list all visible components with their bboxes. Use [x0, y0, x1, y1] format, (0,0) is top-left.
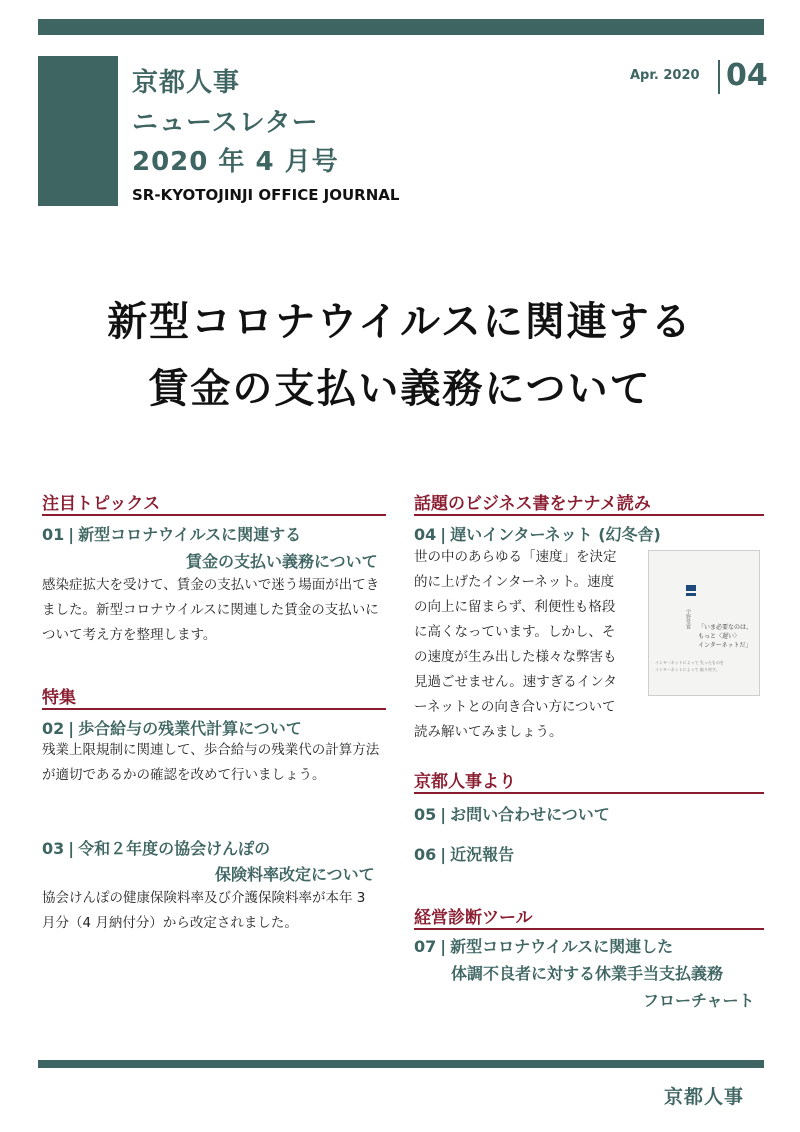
article-title: 遅いインターネット (幻冬舎): [450, 525, 661, 544]
body-line: ーネットとの向き合い方について: [414, 699, 616, 715]
article-title: 歩合給与の残業代計算について: [78, 719, 302, 738]
headline-line-2: 賃金の支払い義務について: [148, 366, 652, 412]
title-block: [38, 56, 118, 206]
section-rule: [414, 928, 764, 930]
footer-brand: 京都人事: [664, 1086, 745, 1108]
article-title: 令和２年度の協会けんぽの: [78, 839, 271, 858]
article-number: 03: [42, 839, 65, 858]
article-title: 近況報告: [450, 845, 515, 864]
section-heading-feature: 特集: [42, 688, 76, 708]
book-quote-line: インターネットだ」: [698, 642, 752, 649]
article-06-title[interactable]: 06 | 近況報告: [414, 845, 515, 864]
section-rule: [42, 708, 386, 710]
article-03-title-line-1[interactable]: 03 | 令和２年度の協会けんぽの: [42, 839, 271, 858]
title-line-2: ニュースレター: [132, 108, 319, 138]
book-small-line: インターネットによって 取り戻す。: [655, 667, 720, 672]
article-number: 05: [414, 805, 437, 824]
article-number: 02: [42, 719, 65, 738]
book-quote-line: もっと〈遅い〉: [698, 633, 741, 640]
article-number: 07: [414, 937, 437, 956]
section-heading-topics: 注目トピックス: [42, 494, 161, 514]
body-line: 読み解いてみましょう。: [414, 724, 563, 740]
article-number: 06: [414, 845, 437, 864]
book-author: 宇野常寛: [685, 609, 691, 629]
article-02-body: [42, 738, 392, 788]
body-line: 的に上げたインターネット。速度: [414, 574, 615, 590]
book-quote: [698, 623, 752, 650]
section-heading-diagnosis-tool: 経営診断ツール: [414, 908, 533, 928]
article-07-title-line-2[interactable]: 体調不良者に対する休業手当支払義務: [451, 964, 724, 983]
article-05-title[interactable]: 05 | お問い合わせについて: [414, 805, 610, 824]
book-cover-mark: [686, 585, 696, 591]
body-line: 感染症拡大を受けて、賃金の支払いで迷う場面が出てき: [42, 577, 380, 593]
article-number: 01: [42, 525, 65, 544]
article-number: 04: [414, 525, 437, 544]
top-bar: [38, 19, 764, 35]
book-cover-image: [648, 550, 760, 696]
article-03-title-line-2[interactable]: 保険料率改定について: [215, 865, 375, 884]
article-title: 新型コロナウイルスに関連する: [78, 525, 302, 544]
article-01-title-line-2[interactable]: 賃金の支払い義務について: [186, 552, 378, 571]
article-01-title-line-1[interactable]: 01 | 新型コロナウイルスに関連する: [42, 525, 302, 544]
title-line-3: 2020 年 4 月号: [132, 147, 339, 177]
section-rule: [414, 514, 764, 516]
section-heading-business-books: 話題のビジネス書をナナメ読み: [414, 494, 651, 514]
body-line: 協会けんぽの健康保険料率及び介護保険料率が本年 3: [42, 890, 366, 906]
section-rule: [42, 514, 386, 516]
article-01-body: [42, 573, 392, 648]
article-title: お問い合わせについて: [450, 805, 610, 824]
issue-divider: [718, 60, 720, 94]
bottom-bar: [38, 1060, 764, 1068]
section-rule: [414, 792, 764, 794]
body-line: 残業上限規制に関連して、歩合給与の残業代の計算方法: [42, 742, 380, 758]
headline-line-1: 新型コロナウイルスに関連する: [107, 299, 693, 345]
book-small-line: インターネットによって 失ったものを: [655, 660, 724, 665]
issue-date: Apr. 2020: [630, 68, 700, 83]
article-07-title-line-1[interactable]: 07 | 新型コロナウイルスに関連した: [414, 937, 674, 956]
article-07-title-line-3[interactable]: フローチャート: [643, 991, 755, 1010]
article-03-body: [42, 886, 392, 936]
body-line: の速度が生み出した様々な弊害も: [414, 649, 617, 665]
body-line: 月分（4 月納付分）から改定されました。: [42, 915, 298, 931]
body-line: 見過ごせません。速すぎるインタ: [414, 674, 617, 690]
book-small-text: [655, 659, 724, 673]
book-cover-mark: [686, 593, 696, 596]
article-title: 新型コロナウイルスに関連した: [450, 937, 674, 956]
journal-subtitle: SR-KYOTOJINJI OFFICE JOURNAL: [132, 186, 400, 204]
body-line: ついて考え方を整理します。: [42, 627, 217, 643]
section-heading-kyotojinji: 京都人事より: [414, 772, 516, 792]
article-04-title[interactable]: 04 | 遅いインターネット (幻冬舎): [414, 525, 661, 544]
body-line: の向上に留まらず、利便性も格段: [414, 599, 616, 615]
body-line: に高くなっています。しかし、そ: [414, 624, 616, 640]
article-04-body: [414, 545, 642, 745]
issue-number: 04: [726, 58, 768, 93]
body-line: ました。新型コロナウイルスに関連した賃金の支払いに: [42, 602, 379, 618]
book-quote-line: 「いま必要なのは、: [698, 624, 753, 631]
article-02-title[interactable]: 02 | 歩合給与の残業代計算について: [42, 719, 302, 738]
body-line: が適切であるかの確認を改めて行いましょう。: [42, 767, 326, 783]
body-line: 世の中のあらゆる「速度」を決定: [414, 549, 617, 565]
title-line-1: 京都人事: [132, 68, 241, 98]
